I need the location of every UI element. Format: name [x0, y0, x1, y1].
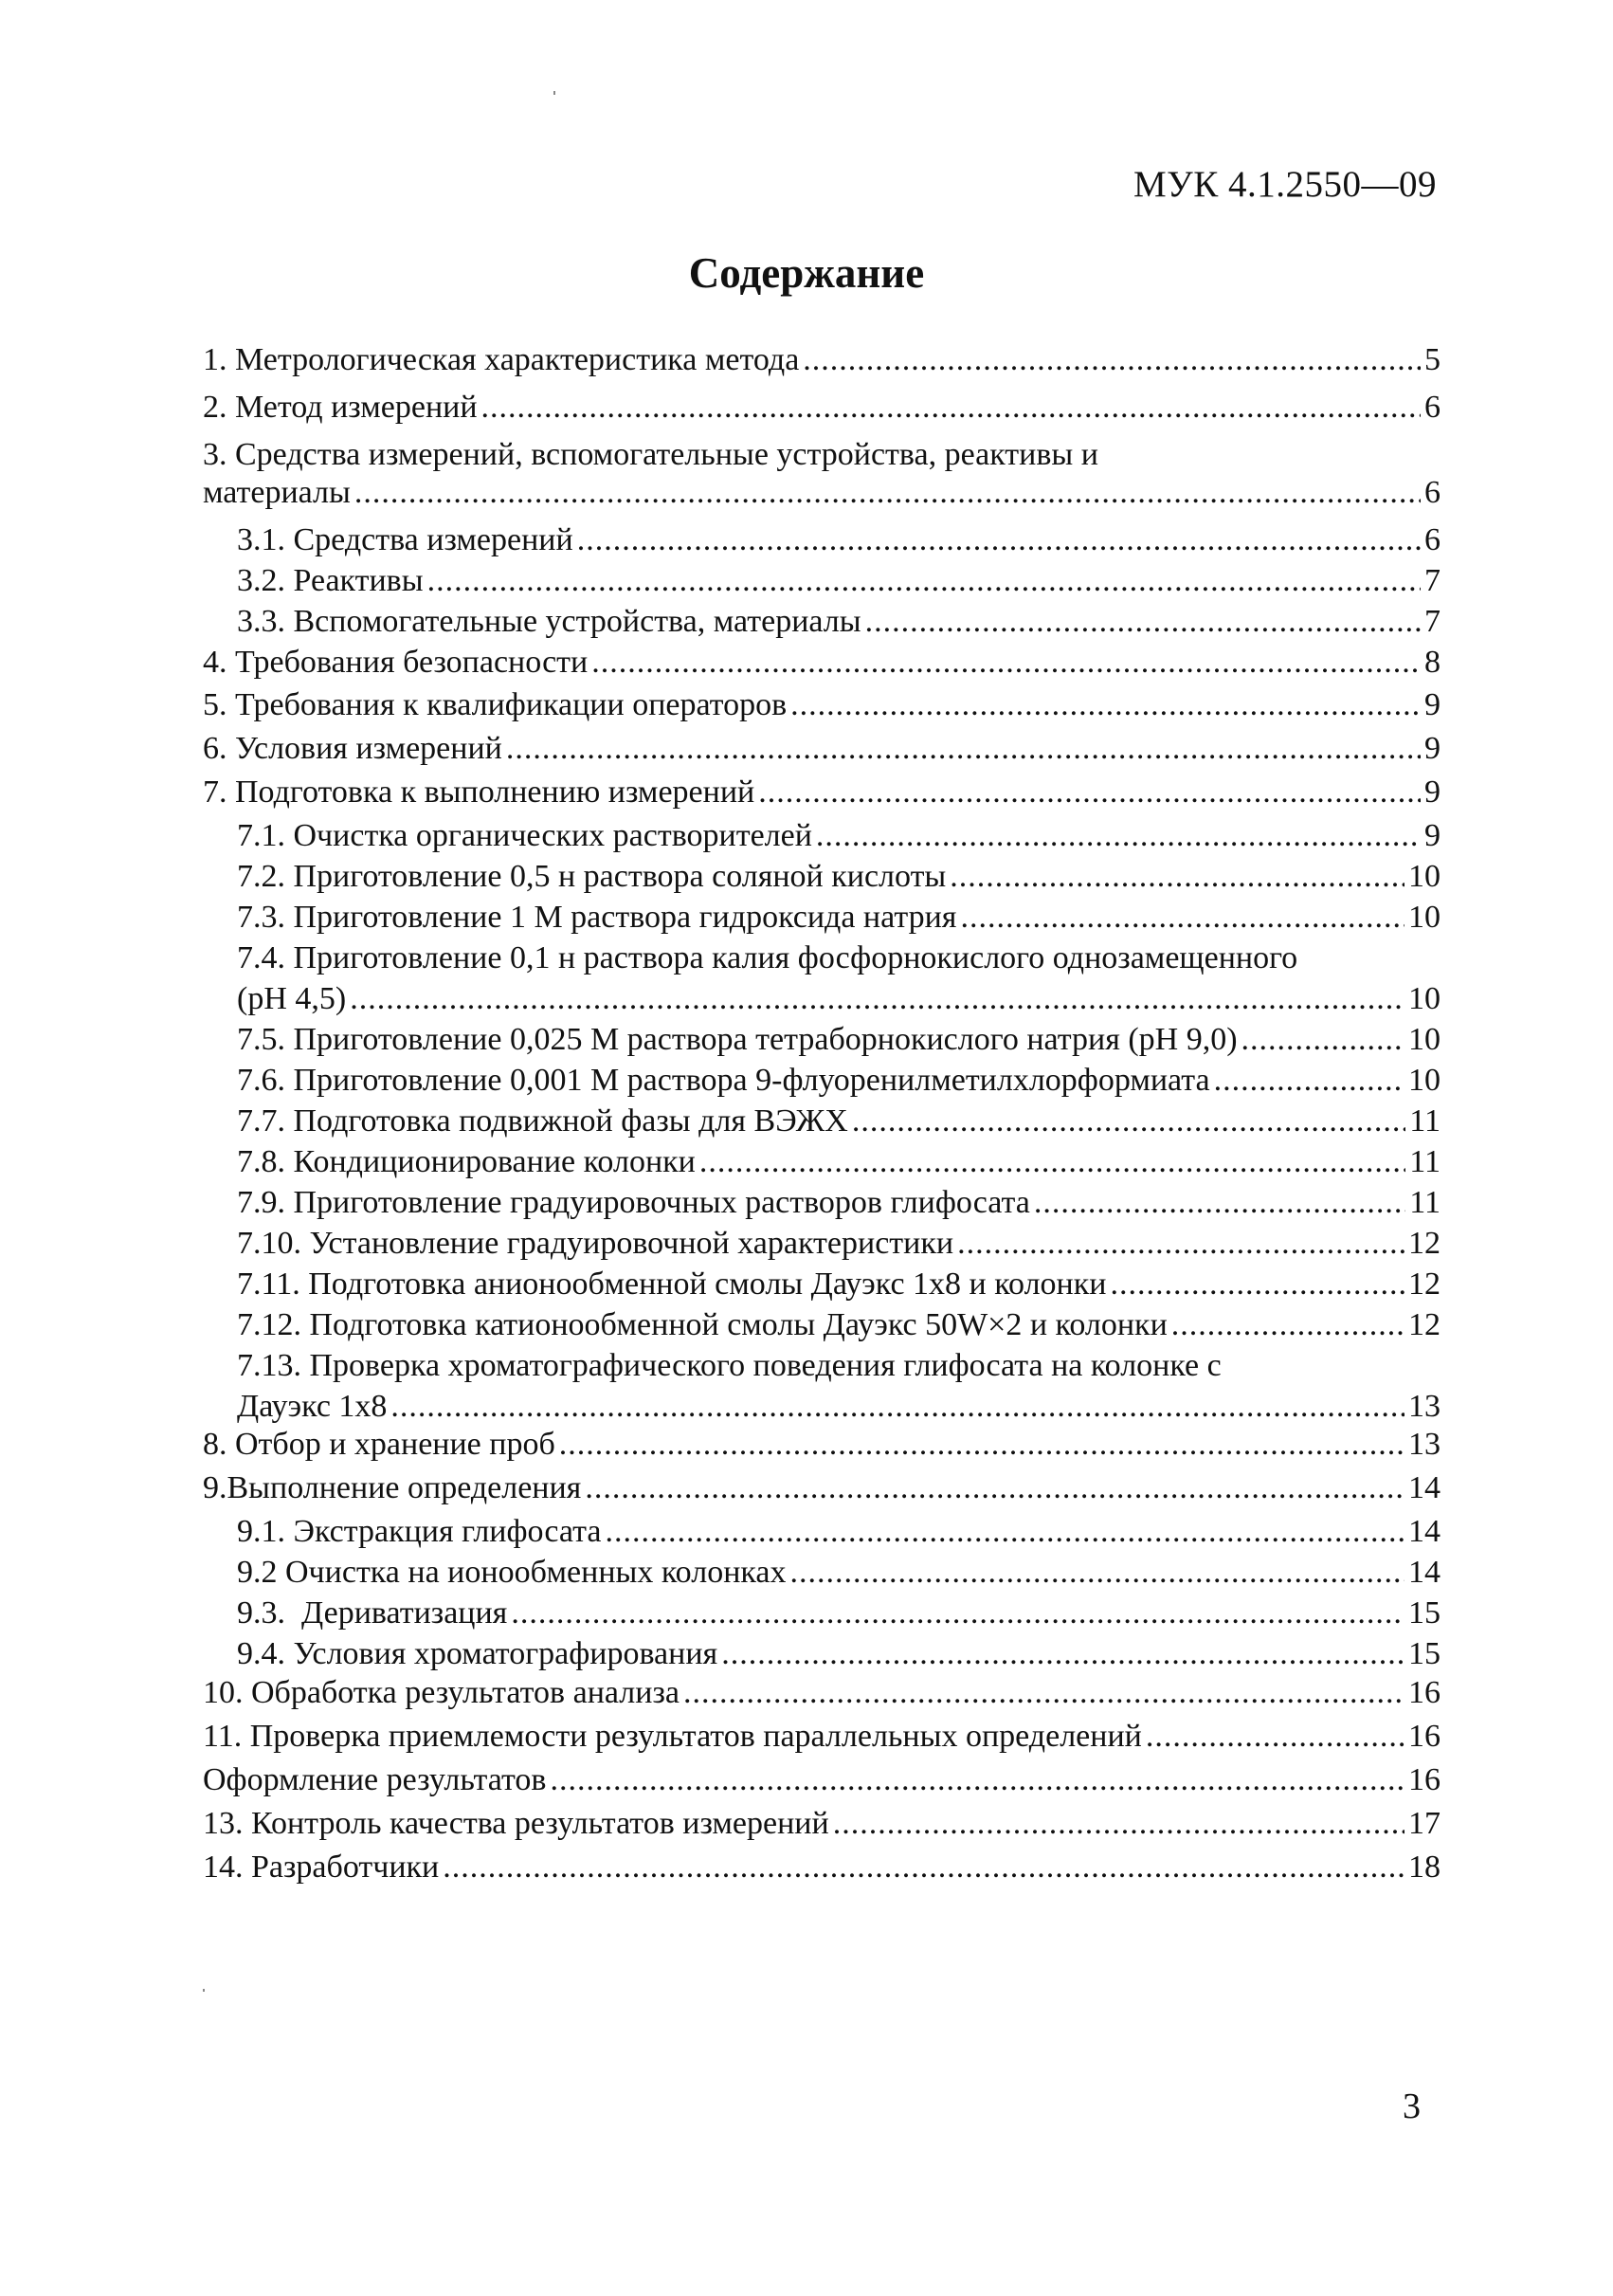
- toc-entry-page: 6: [1424, 475, 1441, 510]
- dot-leader: [506, 730, 1421, 768]
- toc-entry-title: Оформление результатов: [203, 1762, 547, 1797]
- toc-entry-11[interactable]: [203, 1718, 1441, 1756]
- toc-entry-title: 7.12. Подготовка катионообменной смолы Дауэкс 50W×2 и колонки: [237, 1307, 1168, 1342]
- dot-leader: [957, 1225, 1405, 1263]
- dot-leader: [577, 521, 1421, 559]
- toc-entry-7-11[interactable]: [237, 1266, 1441, 1303]
- dot-leader: [816, 817, 1421, 855]
- toc-entry-8[interactable]: [203, 1426, 1441, 1464]
- toc-entry-page: 15: [1408, 1636, 1441, 1671]
- dot-leader: [559, 1426, 1405, 1464]
- toc-entry-7-12[interactable]: [237, 1306, 1441, 1344]
- toc-entry-page: 10: [1408, 859, 1441, 894]
- toc-entry-title: 7.10. Установление градуировочной характеристики: [237, 1226, 954, 1261]
- toc-entry-3-1[interactable]: [237, 521, 1441, 559]
- toc-entry-title: 5. Требования к квалификации операторов: [203, 687, 788, 722]
- dot-leader: [1171, 1306, 1405, 1344]
- toc-entry-title: 7.3. Приготовление 1 М раствора гидроксида натрия: [237, 900, 957, 935]
- toc-entry-page: 18: [1408, 1850, 1441, 1885]
- dot-leader: [605, 1513, 1405, 1551]
- toc-entry-title: 1. Метрологическая характеристика метода: [203, 342, 800, 377]
- toc-entry-title: 13. Контроль качества результатов измерений: [203, 1806, 829, 1841]
- toc-entry-7-7[interactable]: [237, 1102, 1441, 1140]
- dot-leader: [585, 1469, 1405, 1507]
- toc-entry-page: 10: [1408, 900, 1441, 935]
- toc-entry-title: 7.9. Приготовление градуировочных растворов глифосата: [237, 1185, 1030, 1220]
- toc-entry-page: 6: [1424, 390, 1441, 425]
- toc-entry-7-4[interactable]: [237, 980, 1441, 1018]
- toc-entry-page: 16: [1408, 1762, 1441, 1797]
- dot-leader: [481, 389, 1421, 427]
- toc-entry-12[interactable]: [203, 1761, 1441, 1799]
- toc-entry-7-1[interactable]: [237, 817, 1441, 855]
- toc-entry-title: 8. Отбор и хранение проб: [203, 1427, 555, 1462]
- toc-entry-title: 7.7. Подготовка подвижной фазы для ВЭЖХ: [237, 1103, 848, 1139]
- page-number: 3: [1403, 2086, 1421, 2126]
- toc-entry-title: 9.1. Экстракция глифосата: [237, 1514, 602, 1549]
- toc-entry-title: 3.1. Средства измерений: [237, 522, 573, 557]
- dot-leader: [833, 1805, 1405, 1843]
- toc-entry-page: 14: [1408, 1514, 1441, 1549]
- toc-entry-10[interactable]: [203, 1674, 1441, 1712]
- toc-entry-page: 9: [1424, 818, 1441, 853]
- toc-entry-page: 11: [1409, 1144, 1441, 1179]
- toc-entry-7-3[interactable]: [237, 899, 1441, 937]
- toc-entry-2[interactable]: [203, 389, 1441, 427]
- toc-entry-7-6[interactable]: [237, 1062, 1441, 1100]
- dot-leader: [591, 644, 1421, 682]
- toc-entry-4[interactable]: [203, 644, 1441, 682]
- toc-entry-7-2[interactable]: [237, 858, 1441, 896]
- toc-entry-title: 7. Подготовка к выполнению измерений: [203, 774, 755, 810]
- toc-entry-title: 9.4. Условия хроматографирования: [237, 1636, 718, 1671]
- dot-leader: [803, 341, 1421, 379]
- dot-leader: [427, 562, 1421, 600]
- toc-entry-7-13-line1[interactable]: 7.13. Проверка хроматографического поведения глифосата на колонке с: [237, 1348, 1222, 1383]
- toc-entry-9-4[interactable]: [237, 1635, 1441, 1673]
- document-code: МУК 4.1.2550—09: [1133, 164, 1437, 205]
- dot-leader: [511, 1594, 1405, 1632]
- toc-entry-page: 9: [1424, 731, 1441, 766]
- dot-leader: [683, 1674, 1405, 1712]
- scan-speck: [203, 1989, 205, 1992]
- toc-entry-title: 9.Выполнение определения: [203, 1470, 582, 1505]
- toc-entry-title: (pH 4,5): [237, 981, 347, 1016]
- dot-leader: [1146, 1718, 1405, 1756]
- toc-entry-page: 5: [1424, 342, 1441, 377]
- dot-leader: [1110, 1266, 1405, 1303]
- toc-entry-page: 7: [1424, 604, 1441, 639]
- toc-entry-7-13[interactable]: [237, 1388, 1441, 1426]
- toc-entry-title: 9.2 Очистка на ионообменных колонках: [237, 1555, 787, 1590]
- toc-entry-page: 14: [1408, 1555, 1441, 1590]
- toc-entry-page: 12: [1408, 1307, 1441, 1342]
- toc-entry-title: 6. Условия измерений: [203, 731, 502, 766]
- toc-entry-7-4-line1[interactable]: 7.4. Приготовление 0,1 н раствора калия фосфорнокислого однозамещенного: [237, 940, 1298, 975]
- toc-entry-13[interactable]: [203, 1805, 1441, 1843]
- dot-leader: [1241, 1021, 1405, 1059]
- scan-speck: [553, 91, 555, 95]
- toc-entry-title: 3.2. Реактивы: [237, 563, 424, 598]
- page-title: Содержание: [688, 249, 925, 297]
- toc-entry-title: 7.2. Приготовление 0,5 н раствора соляной кислоты: [237, 859, 947, 894]
- toc-entry-page: 17: [1408, 1806, 1441, 1841]
- toc-entry-9-1[interactable]: [237, 1513, 1441, 1551]
- toc-entry-page: 9: [1424, 774, 1441, 810]
- dot-leader: [1214, 1062, 1405, 1100]
- toc-entry-3-line1[interactable]: 3. Средства измерений, вспомогательные устройства, реактивы и: [203, 437, 1098, 472]
- toc-entry-5[interactable]: [203, 686, 1441, 724]
- toc-entry-page: 16: [1408, 1719, 1441, 1754]
- dot-leader: [699, 1143, 1405, 1181]
- dot-leader: [790, 686, 1421, 724]
- toc-entry-9-3[interactable]: [237, 1594, 1441, 1632]
- toc-entry-title: 9.3. Дериватизация: [237, 1595, 508, 1631]
- dot-leader: [1034, 1184, 1405, 1222]
- toc-entry-page: 10: [1408, 981, 1441, 1016]
- dot-leader: [390, 1388, 1405, 1426]
- toc-entry-page: 10: [1408, 1063, 1441, 1098]
- toc-entry-title: 7.1. Очистка органических растворителей: [237, 818, 812, 853]
- dot-leader: [550, 1761, 1405, 1799]
- dot-leader: [789, 1554, 1405, 1592]
- toc-entry-7-5[interactable]: [237, 1021, 1441, 1059]
- toc-entry-page: 11: [1409, 1103, 1441, 1139]
- toc-entry-page: 8: [1424, 645, 1441, 680]
- toc-entry-page: 11: [1409, 1185, 1441, 1220]
- toc-entry-title: 11. Проверка приемлемости результатов параллельных определений: [203, 1719, 1142, 1754]
- toc-entry-9[interactable]: [203, 1469, 1441, 1507]
- toc-entry-1[interactable]: [203, 341, 1441, 379]
- toc-entry-7[interactable]: [203, 774, 1441, 811]
- toc-entry-title: 7.8. Кондиционирование колонки: [237, 1144, 696, 1179]
- toc-entry-page: 13: [1408, 1389, 1441, 1424]
- toc-entry-3[interactable]: [203, 474, 1441, 512]
- toc-entry-14[interactable]: [203, 1849, 1441, 1886]
- toc-entry-7-10[interactable]: [237, 1225, 1441, 1263]
- toc-entry-title: 7.11. Подготовка анионообменной смолы Дауэкс 1х8 и колонки: [237, 1266, 1107, 1302]
- dot-leader: [758, 774, 1421, 811]
- toc-entry-page: 12: [1408, 1226, 1441, 1261]
- toc-entry-7-9[interactable]: [237, 1184, 1441, 1222]
- dot-leader: [865, 603, 1421, 641]
- toc-entry-page: 10: [1408, 1022, 1441, 1057]
- toc-entry-page: 9: [1424, 687, 1441, 722]
- toc-entry-title: 10. Обработка результатов анализа: [203, 1675, 680, 1710]
- toc-entry-page: 13: [1408, 1427, 1441, 1462]
- toc-entry-page: 6: [1424, 522, 1441, 557]
- toc-entry-title: Дауэкс 1х8: [237, 1389, 388, 1424]
- dot-leader: [354, 474, 1421, 512]
- toc-entry-title: 4. Требования безопасности: [203, 645, 589, 680]
- dot-leader: [960, 899, 1405, 937]
- toc-entry-3-3[interactable]: [237, 603, 1441, 641]
- toc-entry-3-2[interactable]: [237, 562, 1441, 600]
- dot-leader: [721, 1635, 1405, 1673]
- toc-entry-title: 2. Метод измерений: [203, 390, 478, 425]
- toc-entry-title: 7.5. Приготовление 0,025 М раствора тетраборнокислого натрия (pH 9,0): [237, 1022, 1238, 1057]
- dot-leader: [950, 858, 1405, 896]
- toc-entry-9-2[interactable]: [237, 1554, 1441, 1592]
- toc-entry-title: материалы: [203, 475, 351, 510]
- toc-entry-page: 12: [1408, 1266, 1441, 1302]
- toc-entry-page: 16: [1408, 1675, 1441, 1710]
- toc-entry-page: 7: [1424, 563, 1441, 598]
- toc-entry-7-8[interactable]: [237, 1143, 1441, 1181]
- toc-entry-title: 7.6. Приготовление 0,001 М раствора 9-флуоренилметилхлорформиата: [237, 1063, 1210, 1098]
- toc-entry-page: 14: [1408, 1470, 1441, 1505]
- dot-leader: [443, 1849, 1405, 1886]
- toc-entry-page: 15: [1408, 1595, 1441, 1631]
- dot-leader: [852, 1102, 1405, 1140]
- dot-leader: [350, 980, 1405, 1018]
- toc-entry-title: 14. Разработчики: [203, 1850, 440, 1885]
- toc-entry-title: 3.3. Вспомогательные устройства, материалы: [237, 604, 861, 639]
- toc-entry-6[interactable]: [203, 730, 1441, 768]
